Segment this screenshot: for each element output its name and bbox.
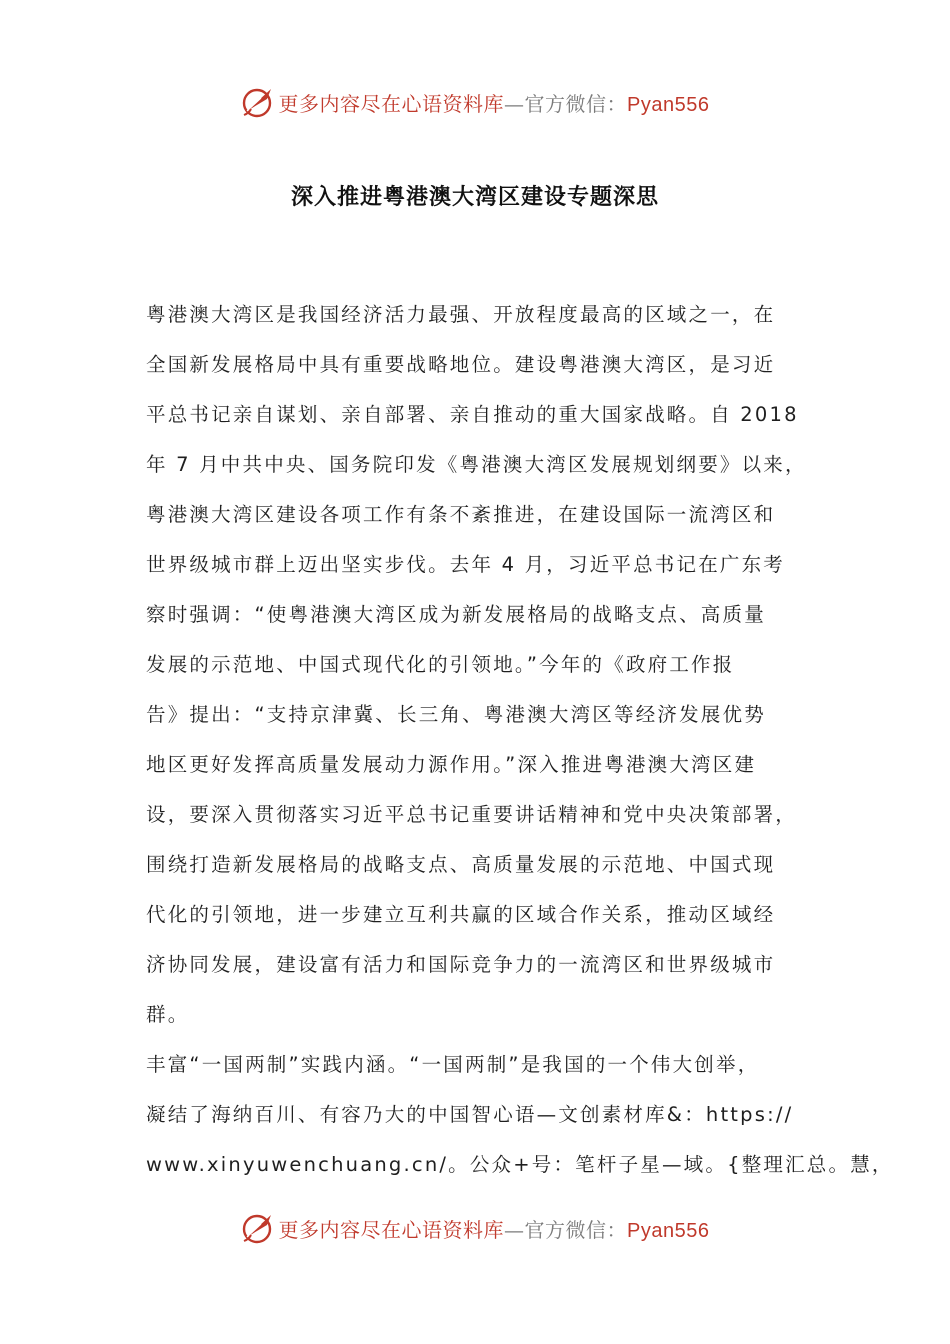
header-official: —官方微信： [504,91,628,116]
footer-wechat-id: Pyan556 [627,1219,710,1242]
body-line: 告》提出：“支持京津冀、长三角、粤港澳大湾区等经济发展优势 [146,703,766,726]
body-line: 全国新发展格局中具有重要战略地位。建设粤港澳大湾区，是习近 [146,353,776,376]
body-line: 丰富“一国两制”实践内涵。“一国两制”是我国的一个伟大创举， [146,1053,760,1076]
body-line: 粤港澳大湾区建设各项工作有条不紊推进，在建设国际一流湾区和 [146,503,776,526]
page-title: 深入推进粤港澳大湾区建设专题深思 [290,184,659,210]
body-line: 设，要深入贯彻落实习近平总书记重要讲话精神和党中央决策部署， [146,803,798,826]
body-line: 发展的示范地、中国式现代化的引领地。”今年的《政府工作报 [146,653,735,676]
header-wechat-id: Pyan556 [627,93,710,116]
body-line: 平总书记亲自谋划、亲自部署、亲自推动的重大国家战略。自 2018 [146,403,799,426]
header-banner [0,82,950,122]
header-brand: 更多内容尽在心语资料库 [278,91,505,116]
document-body [146,290,894,1190]
body-line: 围绕打造新发展格局的战略支点、高质量发展的示范地、中国式现 [146,853,776,876]
body-line: www.xinyuwenchuang.cn/。公众+号：笔杆子星—域。{整理汇总。慧， [146,1153,894,1176]
body-line: 地区更好发挥高质量发展动力源作用。”深入推进粤港澳大湾区建 [146,753,757,776]
footer-banner [0,1208,950,1248]
footer-banner-text [279,1214,710,1243]
body-line: 凝结了海纳百川、有容乃大的中国智心语—文创素材库&：https:// [146,1103,794,1126]
footer-official: —官方微信： [504,1217,628,1242]
body-line: 察时强调：“使粤港澳大湾区成为新发展格局的战略支点、高质量 [146,603,766,626]
body-line: 粤港澳大湾区是我国经济活力最强、开放程度最高的区域之一，在 [146,303,776,326]
quill-logo-icon [241,1211,275,1245]
body-line: 世界级城市群上迈出坚实步伐。去年 4 月，习近平总书记在广东考 [146,553,786,576]
quill-logo-icon [241,85,275,119]
body-line: 年 7 月中共中央、国务院印发《粤港澳大湾区发展规划纲要》以来， [146,453,807,476]
body-line: 代化的引领地，进一步建立互利共赢的区域合作关系，推动区域经 [146,903,776,926]
body-line: 群。 [146,1003,190,1026]
header-banner-text [279,88,710,117]
footer-brand: 更多内容尽在心语资料库 [278,1217,505,1242]
body-line: 济协同发展，建设富有活力和国际竞争力的一流湾区和世界级城市 [146,953,776,976]
